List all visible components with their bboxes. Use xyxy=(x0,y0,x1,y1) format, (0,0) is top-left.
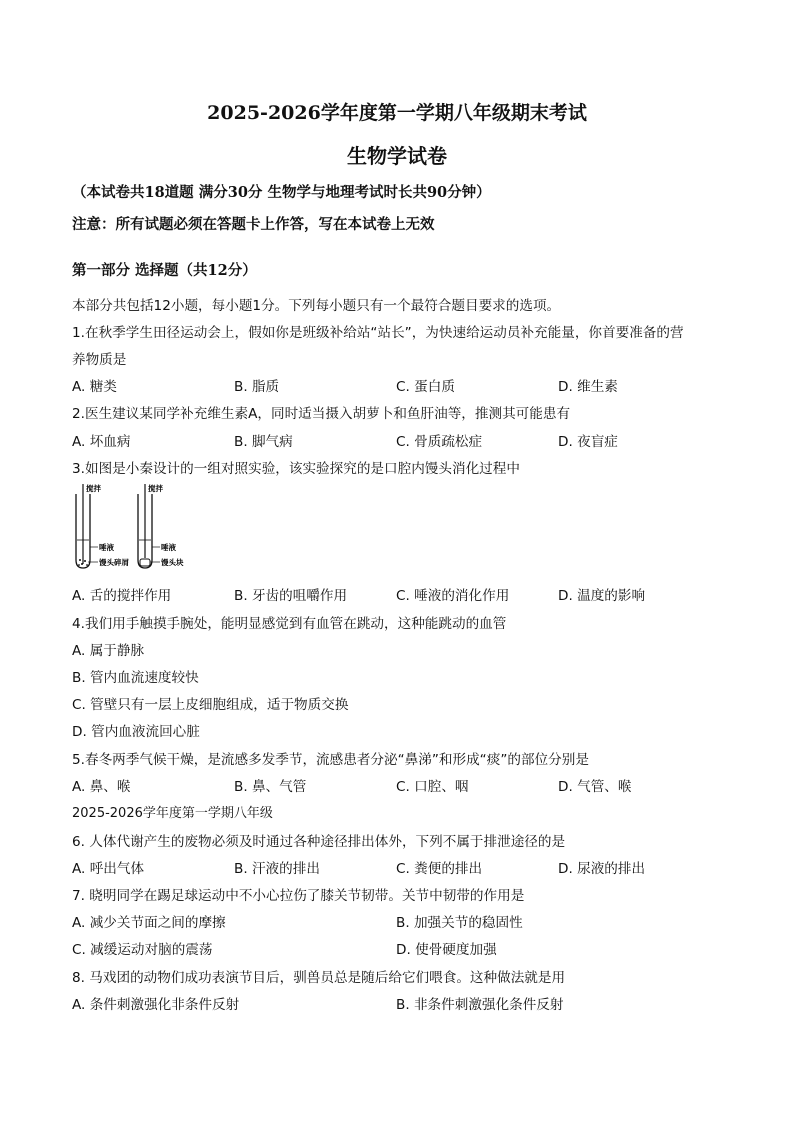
question-5-option-c: C. 口腔、咽 xyxy=(396,779,469,795)
exam-title: 2025-2026学年度第一学期八年级期末考试 xyxy=(207,102,587,124)
question-3-option-d: D. 温度的影响 xyxy=(558,588,646,604)
question-6-option-d: D. 尿液的排出 xyxy=(558,861,646,877)
section-title: 第一部分 选择题（共12分） xyxy=(72,262,257,279)
tube1-stir-label: 搅拌 xyxy=(86,484,101,493)
question-3-option-b: B. 牙齿的咀嚼作用 xyxy=(234,588,348,604)
question-7-option-a: A. 减少关节面之间的摩擦 xyxy=(72,915,226,931)
question-1-option-c: C. 蛋白质 xyxy=(396,379,455,395)
question-7-option-b: B. 加强关节的稳固性 xyxy=(396,915,523,931)
question-7-option-c: C. 减缓运动对脑的震荡 xyxy=(72,942,213,958)
question-1-option-b: B. 脂质 xyxy=(234,379,280,395)
question-2-option-c: C. 骨质疏松症 xyxy=(396,434,483,450)
question-4-stem: 4.我们用手触摸手腕处，能明显感觉到有血管在跳动，这种能跳动的血管 xyxy=(72,616,507,632)
question-4-option-b: B. 管内血流速度较快 xyxy=(72,670,199,686)
test-tube-2 xyxy=(138,483,184,568)
bread-block xyxy=(140,559,150,566)
tube1-bottom-label: 馒头碎屑 xyxy=(99,558,129,567)
question-2-option-b: B. 脚气病 xyxy=(234,434,293,450)
question-4-option-c: C. 管壁只有一层上皮细胞组成，适于物质交换 xyxy=(72,697,349,713)
question-1-stem-line-1: 1.在秋季学生田径运动会上，假如你是班级补给站“站长”，为快速给运动员补充能量，你首要准备的营 xyxy=(72,325,684,341)
question-2-option-d: D. 夜盲症 xyxy=(558,434,618,450)
question-5-option-b: B. 鼻、气管 xyxy=(234,779,307,795)
question-3-option-a: A. 舌的搅拌作用 xyxy=(72,588,172,604)
test-tube-figure xyxy=(72,482,202,572)
question-1-option-a: A. 糖类 xyxy=(72,379,117,395)
question-3-stem: 3.如图是小秦设计的一组对照实验，该实验探究的是口腔内馒头消化过程中 xyxy=(72,461,520,477)
test-tube-1 xyxy=(76,483,129,568)
question-7-stem: 7. 晓明同学在踢足球运动中不小心拉伤了膝关节韧带。关节中韧带的作用是 xyxy=(72,888,525,904)
question-6-option-a: A. 呼出气体 xyxy=(72,861,145,877)
tube2-saliva-label: 唾液 xyxy=(161,543,176,552)
exam-subtitle: 生物学试卷 xyxy=(347,144,447,168)
exam-notice: 注意：所有试题必须在答题卡上作答，写在本试卷上无效 xyxy=(72,216,435,233)
tube2-stir-label: 搅拌 xyxy=(148,484,163,493)
question-8-stem: 8. 马戏团的动物们成功表演节目后，驯兽员总是随后给它们喂食。这种做法就是用 xyxy=(72,970,566,986)
question-7-option-d: D. 使骨硬度加强 xyxy=(396,942,497,958)
question-8-option-b: B. 非条件刺激强化条件反射 xyxy=(396,997,564,1013)
question-3-option-c: C. 唾液的消化作用 xyxy=(396,588,510,604)
tube2-bottom-label: 馒头块 xyxy=(161,558,184,567)
question-2-option-a: A. 坏血病 xyxy=(72,434,131,450)
question-5-option-a: A. 鼻、喉 xyxy=(72,779,131,795)
question-5-stem: 5.春冬两季气候干燥，是流感多发季节，流感患者分泌“鼻涕”和形成“痰”的部位分别是 xyxy=(72,752,589,768)
question-1-option-d: D. 维生素 xyxy=(558,379,618,395)
question-8-option-a: A. 条件刺激强化非条件反射 xyxy=(72,997,240,1013)
running-header: 2025-2026学年度第一学期八年级 xyxy=(72,806,273,821)
section-intro: 本部分共包括12小题，每小题1分。下列每小题只有一个最符合题目要求的选项。 xyxy=(72,298,561,314)
question-5-option-d: D. 气管、喉 xyxy=(558,779,632,795)
exam-info: （本试卷共18道题 满分30分 生物学与地理考试时长共90分钟） xyxy=(72,184,491,201)
question-2-stem: 2.医生建议某同学补充维生素A，同时适当摄入胡萝卜和鱼肝油等，推测其可能患有 xyxy=(72,406,571,422)
tube1-saliva-label: 唾液 xyxy=(99,543,114,552)
question-6-option-c: C. 粪便的排出 xyxy=(396,861,483,877)
question-6-option-b: B. 汗液的排出 xyxy=(234,861,320,877)
question-1-stem-line-2: 养物质是 xyxy=(72,352,127,368)
question-6-stem: 6. 人体代谢产生的废物必须及时通过各种途径排出体外，下列不属于排泄途径的是 xyxy=(72,834,566,850)
question-4-option-d: D. 管内血液流回心脏 xyxy=(72,724,200,740)
question-4-option-a: A. 属于静脉 xyxy=(72,643,145,659)
